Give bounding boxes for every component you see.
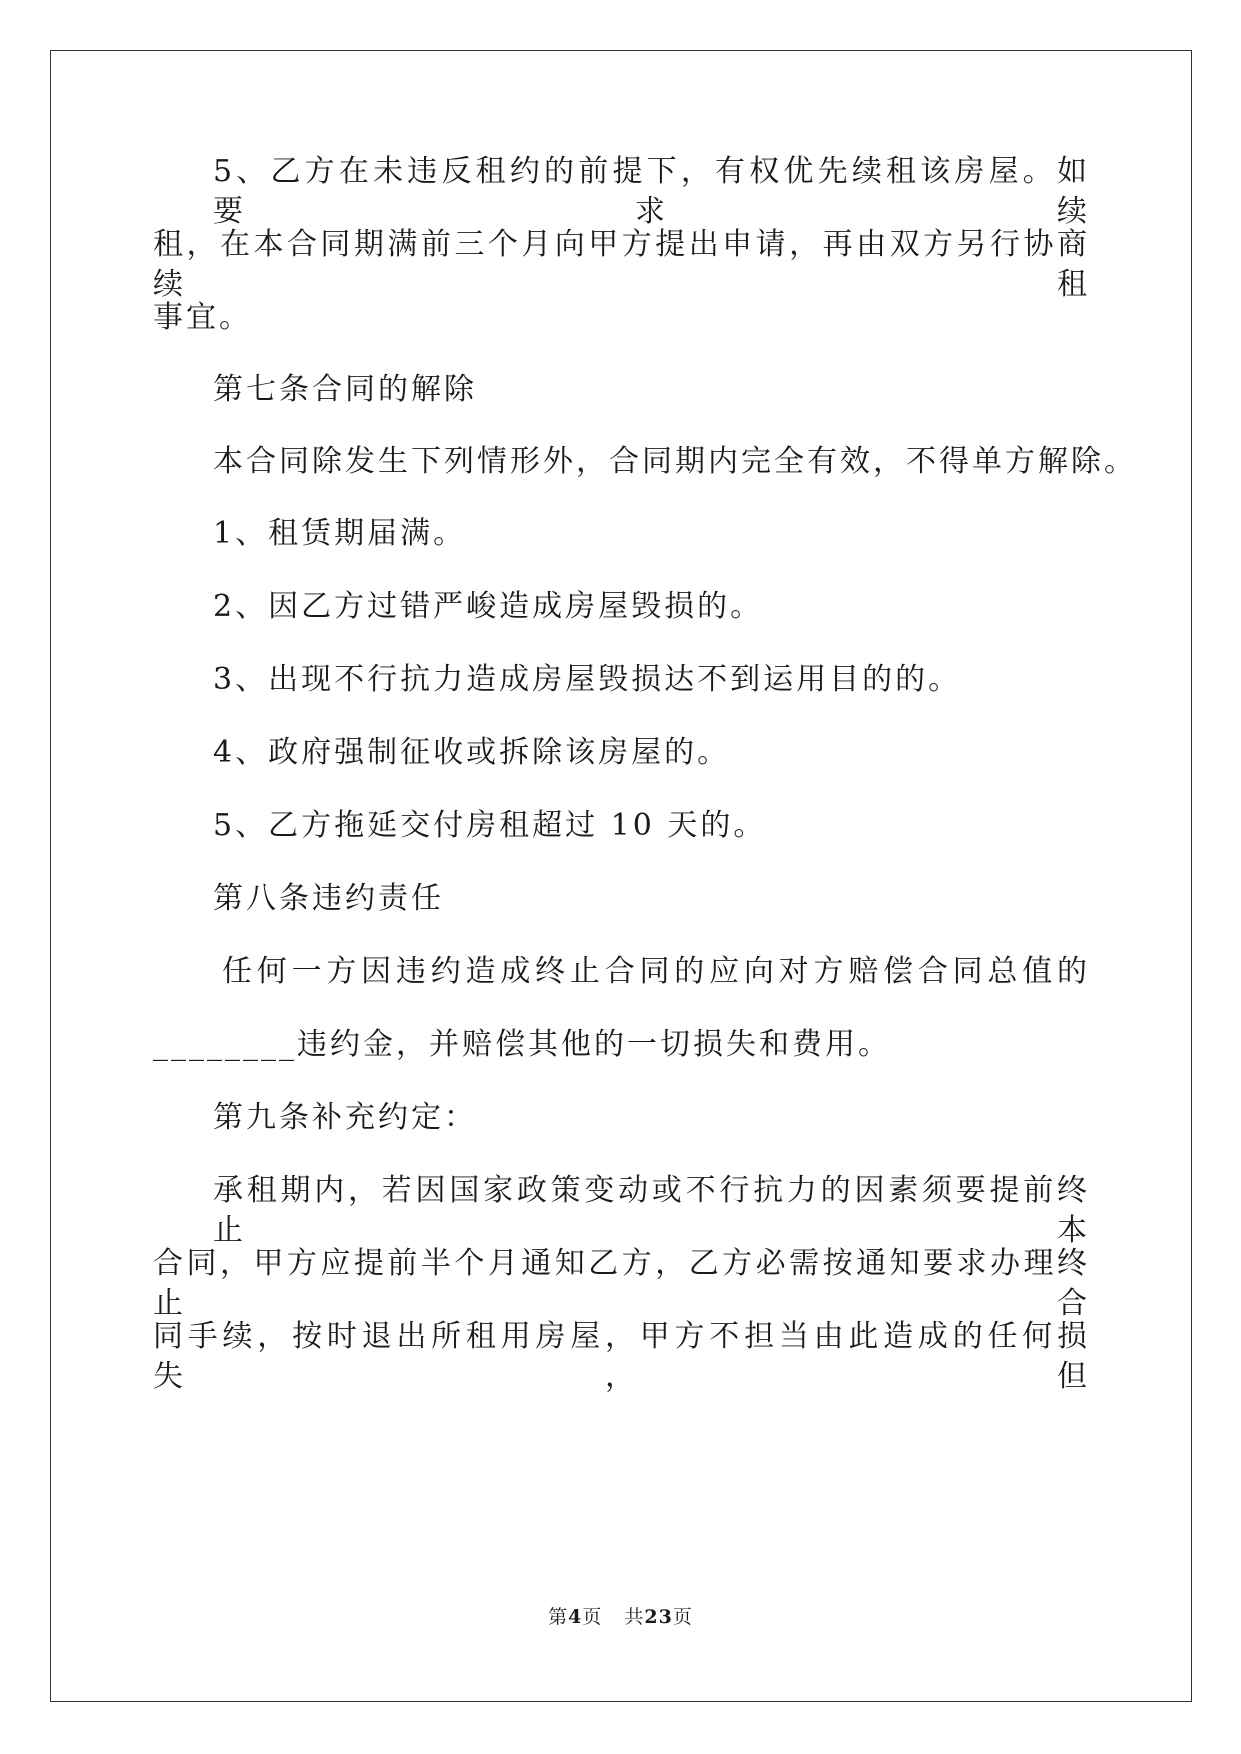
section-heading-article-9: 第九条补充约定： <box>213 1100 477 1135</box>
paragraph-line-16: 合同，甲方应提前半个月通知乙方，乙方必需按通知要求办理终止合 <box>153 1246 1090 1321</box>
footer-total-pages: 23 <box>644 1606 673 1628</box>
footer-prefix: 第 <box>548 1606 569 1628</box>
footer-total-suffix: 页 <box>672 1606 693 1628</box>
list-item-1: 1、租赁期届满。 <box>213 516 467 551</box>
paragraph-line-1: 5、乙方在未违反租约的前提下，有权优先续租该房屋。如要求续 <box>213 154 1090 229</box>
section-heading-article-7: 第七条合同的解除 <box>213 372 477 407</box>
paragraph-line-5: 本合同除发生下列情形外，合同期内完全有效，不得单方解除。 <box>213 444 1137 479</box>
footer-page-suffix: 页 <box>582 1606 603 1628</box>
paragraph-line-17: 同手续，按时退出所租用房屋，甲方不担当由此造成的任何损失，但 <box>153 1319 1090 1394</box>
list-item-2: 2、因乙方过错严峻造成房屋毁损的。 <box>213 589 764 624</box>
paragraph-line-3: 事宜。 <box>153 300 252 335</box>
footer-total-prefix: 共 <box>624 1606 645 1628</box>
paragraph-line-13: ________违约金，并赔偿其他的一切损失和费用。 <box>153 1027 891 1062</box>
paragraph-line-2: 租，在本合同期满前三个月向甲方提出申请，再由双方另行协商续租 <box>153 227 1090 302</box>
list-item-5: 5、乙方拖延交付房租超过 10 天的。 <box>213 808 767 843</box>
section-heading-article-8: 第八条违约责任 <box>213 881 444 916</box>
paragraph-line-15: 承租期内，若因国家政策变动或不行抗力的因素须要提前终止本 <box>213 1173 1090 1248</box>
list-item-4: 4、政府强制征收或拆除该房屋的。 <box>213 735 731 770</box>
footer-page-number: 4 <box>568 1606 583 1628</box>
page-footer <box>0 1605 1241 1629</box>
list-item-3: 3、出现不行抗力造成房屋毁损达不到运用目的的。 <box>213 662 962 697</box>
paragraph-line-12: 任何一方因违约造成终止合同的应向对方赔偿合同总值的 <box>222 954 1090 989</box>
